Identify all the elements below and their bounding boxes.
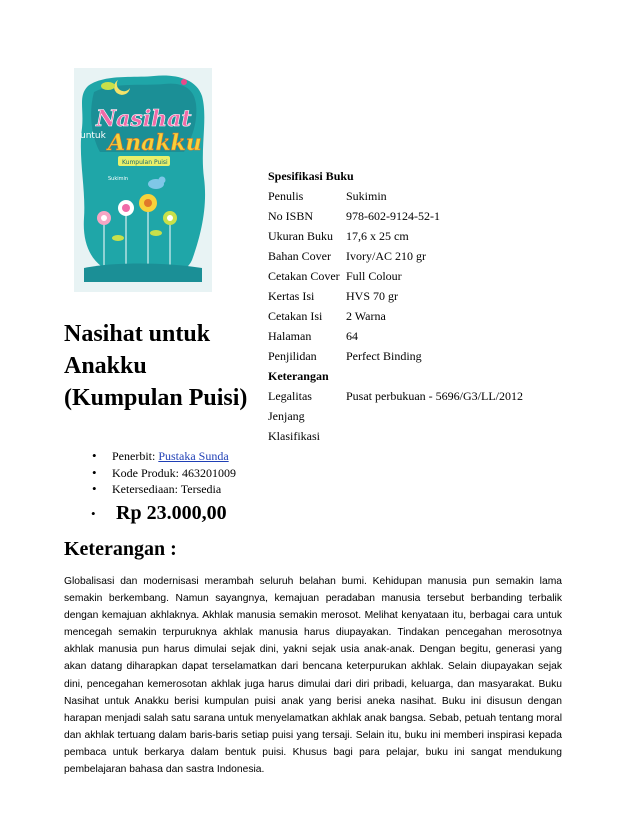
spec-row: [268, 186, 523, 206]
spec-value: Pusat perbukuan - 5696/G3/LL/2012: [346, 389, 523, 403]
spec-row: [268, 266, 523, 286]
publisher-link[interactable]: Pustaka Sunda: [158, 449, 229, 463]
spec-row: [268, 386, 523, 406]
cover-title-small: untuk: [80, 131, 106, 141]
spec-value: 64: [346, 329, 358, 343]
product-code: • Kode Produk: 463201009: [74, 465, 236, 482]
spec-value: Ivory/AC 210 gr: [346, 249, 426, 263]
availability: • Ketersediaan: Tersedia: [74, 481, 236, 498]
spec-key: Bahan Cover: [268, 249, 331, 263]
spec-value: 17,6 x 25 cm: [346, 229, 409, 243]
spec-key: No ISBN: [268, 209, 314, 223]
spec-key: Penulis: [268, 189, 304, 203]
spec-key: Jenjang: [268, 409, 305, 423]
spec-key: Legalitas: [268, 389, 312, 403]
cover-subtitle: Kumpulan Puisi: [122, 159, 168, 166]
cover-title-line1: Nasihat: [96, 106, 192, 132]
description-text: Globalisasi dan modernisasi merambah seluruh belahan bumi. Kehidupan manusia pun semakin lama semakin berkembang. Namun sayangnya, kemajuan peradaban manusia tersebut berbanding terbalik dengan kemajuan akhlaknya. Akhlak manusia semakin merosot. Melihat kenyataan itu, berbagai cara untuk mencegah semakin terpuruknya akhlak manusia harus diupayakan. Tindakan pencegahan merosotnya akhlak manusia pun harus dimulai sejak dini, yakni sejak usia anak-anak. Dengan begitu, generasi yang akan datang diharapkan dapat terselamatkan dari bencana keterpurukan akhlak. Selain diupayakan sejak dini, pencegahan kemerosotan akhlak juga harus dimulai dari diri pribadi, keluarga, dan masyarakat. Buku Nasihat untuk Anakku berisi kumpulan puisi anak yang berisi aneka nasihat. Buku ini disusun dengan harapan menjadi salah satu sarana untuk menyelamatkan akhlak anak bangsa. Sebab, petuah tentang moral dan akhlak tertuang dalam baris-baris setiap puisi yang tersaji. Selain itu, buku ini memberi inspirasi kepada pembaca untuk berkarya dalam bentuk puisi. Khusus bagi para pelajar, buku ini sangat mendukung pembelajaran bahasa dan sastra Indonesia.: [64, 576, 562, 776]
spec-row: [268, 206, 523, 226]
spec-row: [268, 246, 523, 266]
publisher-item: [74, 448, 236, 465]
specification-table: [268, 166, 523, 446]
book-cover-image: [74, 68, 212, 292]
spec-row: [268, 406, 523, 426]
price-value: Rp 23.000,00: [116, 502, 227, 524]
spec-value: Sukimin: [346, 189, 387, 203]
spec-value: HVS 70 gr: [346, 289, 399, 303]
spec-row: [268, 426, 523, 446]
cover-author: Sukimin: [108, 176, 129, 182]
price-bullet: •: [91, 506, 96, 521]
spec-row: [268, 286, 523, 306]
spec-key: Halaman: [268, 329, 312, 343]
spec-key: Penjilidan: [268, 349, 317, 363]
spec-key: Klasifikasi: [268, 429, 320, 443]
product-price: [116, 502, 227, 525]
spec-key: Kertas Isi: [268, 289, 315, 303]
spec-key: Cetakan Cover: [268, 269, 340, 283]
product-title: Nasihat untuk Anakku (Kumpulan Puisi): [64, 321, 248, 411]
spec-row: [268, 326, 523, 346]
cover-title-line2: Anakku: [108, 130, 202, 156]
product-meta-list: [74, 448, 236, 498]
spec-key: Ukuran Buku: [268, 229, 333, 243]
spec-value: Perfect Binding: [346, 349, 422, 363]
spec-row: [268, 306, 523, 326]
spec-subheading: Keterangan: [268, 369, 329, 383]
spec-row: [268, 346, 523, 366]
description-heading: Keterangan :: [64, 538, 177, 560]
publisher-label: Penerbit:: [112, 449, 159, 463]
spec-value: Full Colour: [346, 269, 402, 283]
spec-value: 2 Warna: [346, 309, 386, 323]
spec-row: [268, 226, 523, 246]
spec-key: Cetakan Isi: [268, 309, 323, 323]
spec-heading: Spesifikasi Buku: [268, 169, 354, 183]
spec-value: 978-602-9124-52-1: [346, 209, 440, 223]
